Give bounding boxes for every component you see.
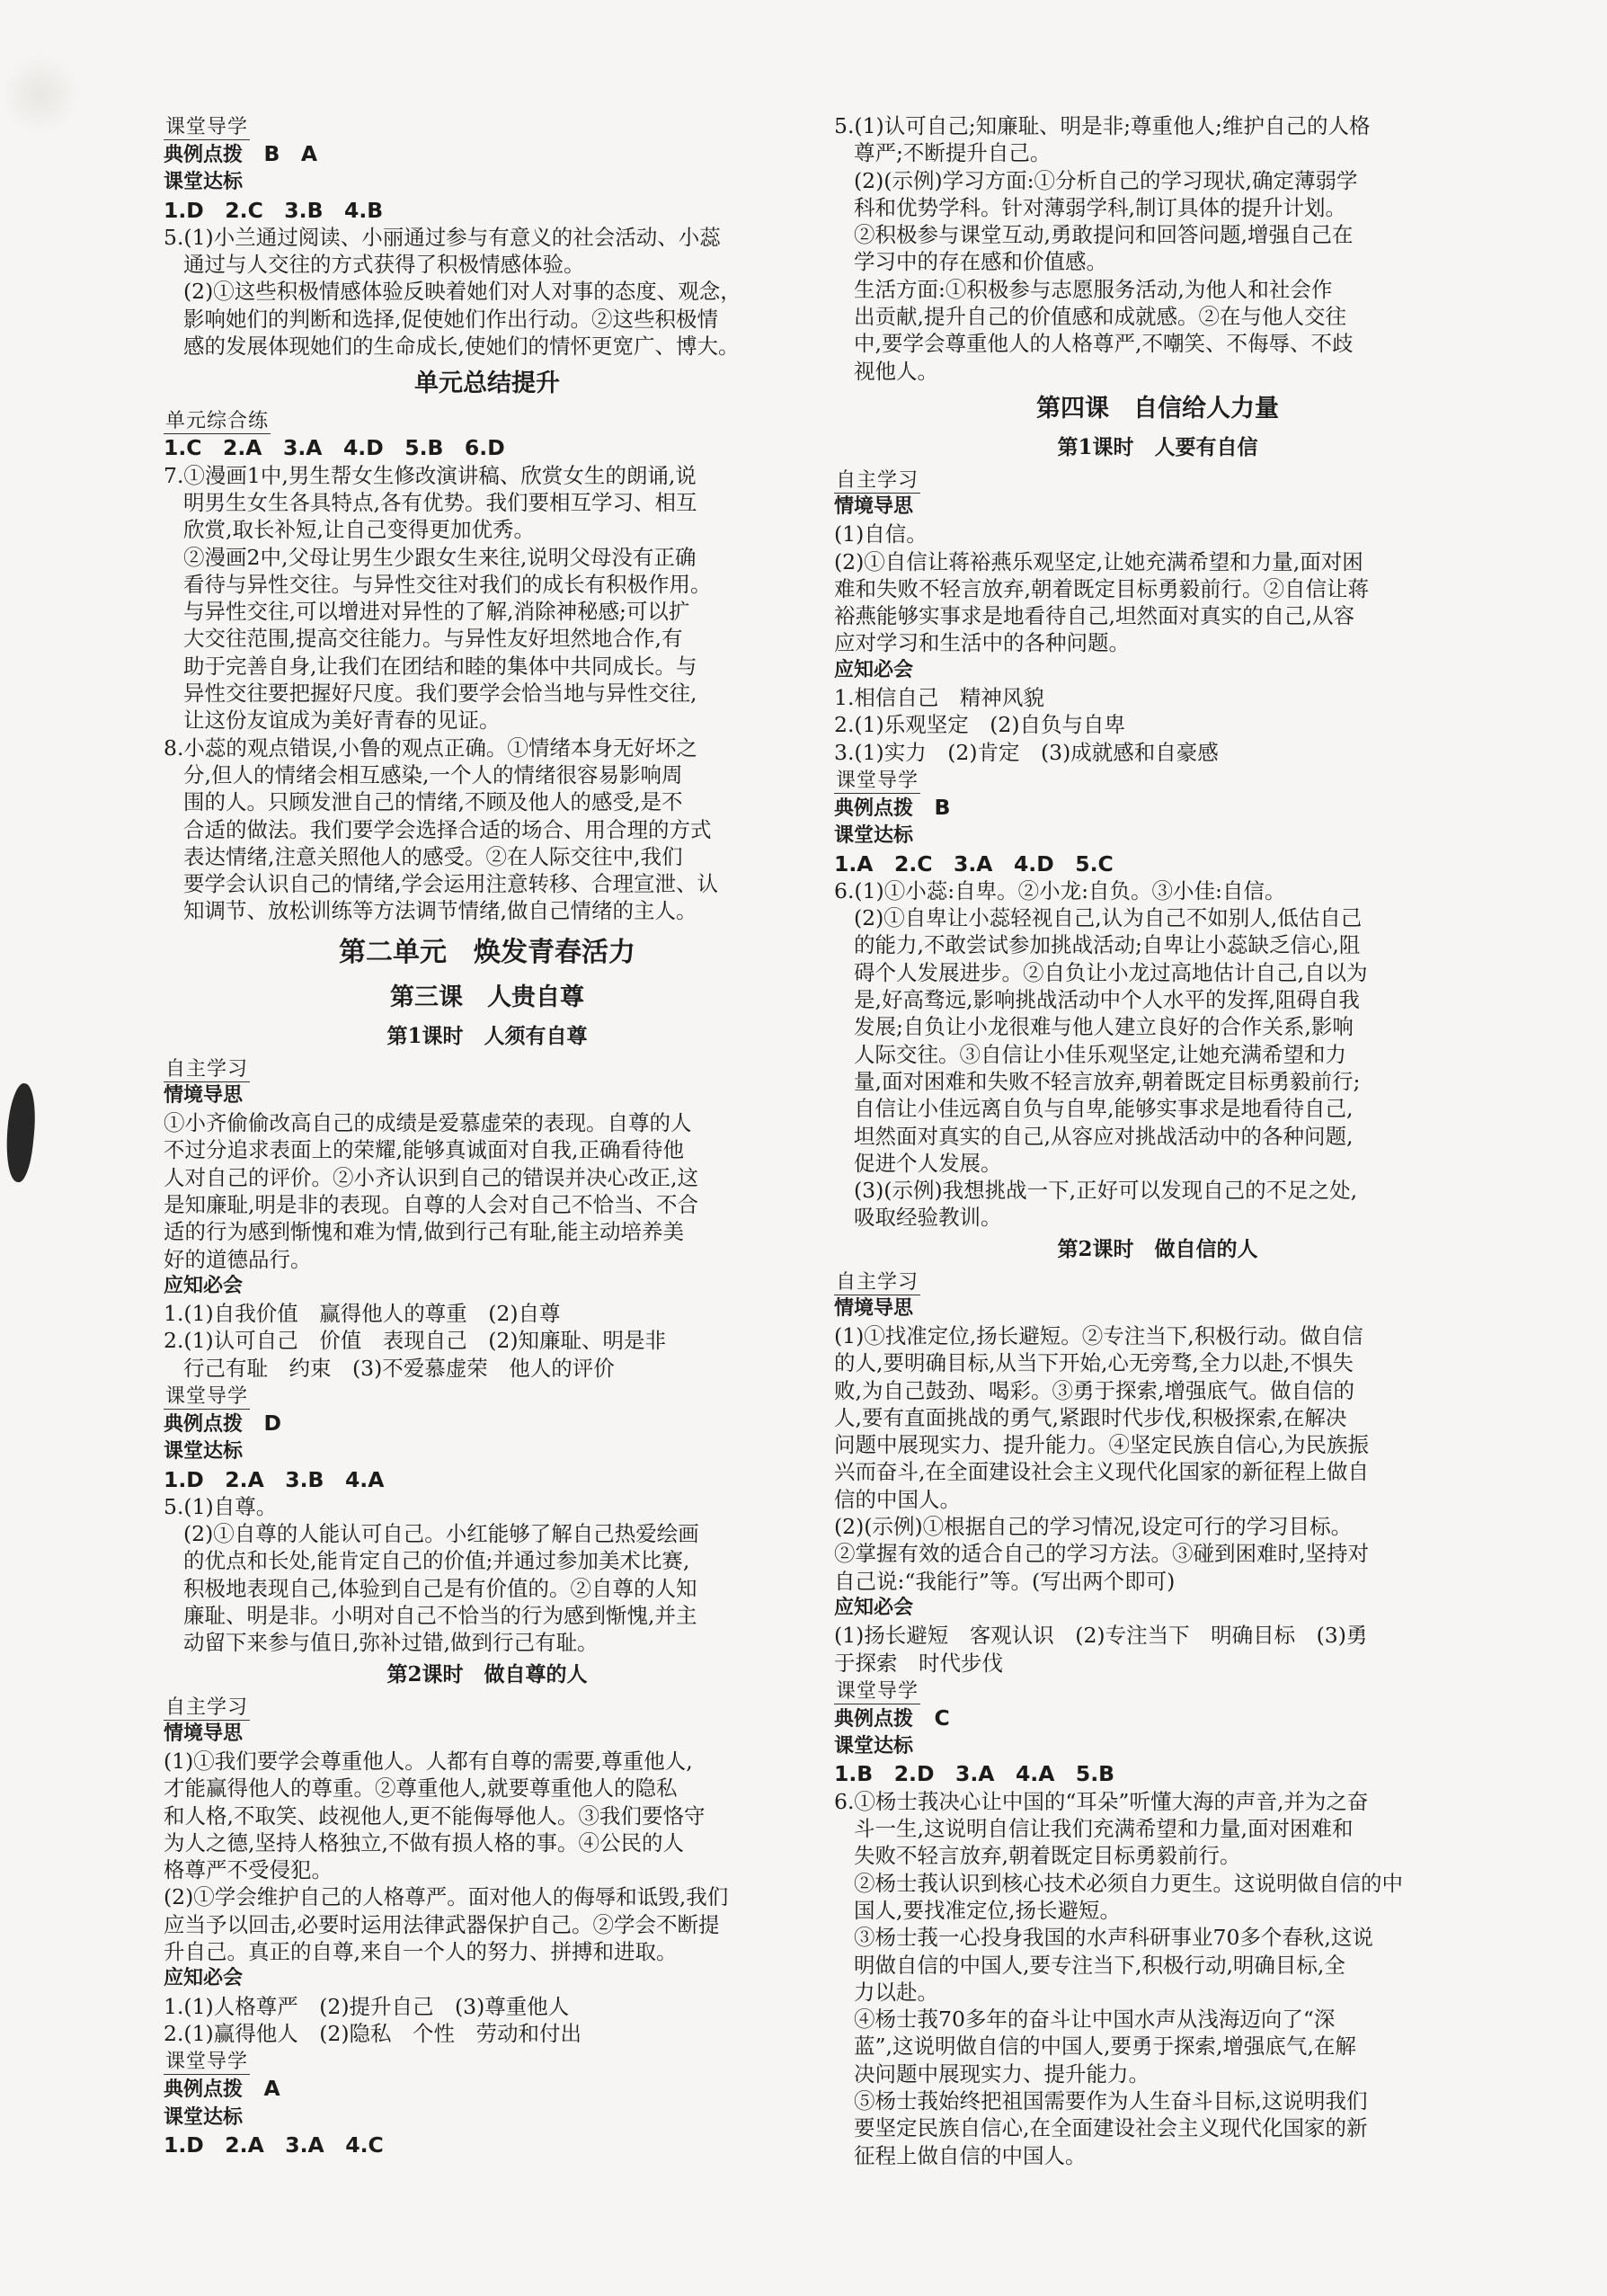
text-line: 看待与异性交往。与异性交往对我们的成长有积极作用。: [183, 571, 712, 597]
answer-block: [834, 521, 1481, 656]
answer: D: [263, 1410, 282, 1436]
text-line: 征程上做自信的中国人。: [854, 2142, 1087, 2168]
text-line: 围的人。只顾发泄自己的情绪,不顾及他人的感受,是不: [183, 789, 683, 815]
subheading: 典例点拨: [834, 796, 914, 820]
text-line: 科和优势学科。针对薄弱学科,制订具体的提升计划。: [854, 194, 1346, 220]
subheading: 应知必会: [164, 1274, 244, 1297]
text-line: 应对学习和生活中的各种问题。: [834, 630, 1130, 656]
text-line: 要学会认识自己的情绪,学会运用注意转移、合理宣泄、认: [183, 871, 718, 897]
section-label: 课堂导学: [836, 769, 919, 792]
text-line: 坦然面对真实的自己,从容应对挑战活动中的各种问题,: [854, 1123, 1354, 1149]
text-line: 感的发展体现她们的生命成长,使她们的情怀更宽广、博大。: [183, 334, 740, 360]
text-line: 1.相信自己 精神风貌: [834, 685, 1044, 711]
answer-block: [164, 462, 811, 734]
text-line: (2)①学会维护自己的人格尊严。面对他人的侮辱和诋毁,我们: [164, 1884, 729, 1910]
section-label: 课堂导学: [165, 116, 249, 138]
text-line: 廉耻、明是非。小明对自己不恰当的行为感到惭愧,并主: [183, 1603, 697, 1629]
period-title: 第1课时 人要有自信: [1057, 434, 1258, 459]
subheading: 课堂达标: [834, 824, 914, 848]
text-line: 人际交往。③自信让小佳乐观坚定,让她充满希望和力: [854, 1041, 1346, 1067]
text-line: 国人,要找准定位,扬长避短。: [854, 1897, 1121, 1923]
text-line: 不过分追求表面上的荣耀,能够真诚面对自我,正确看待他: [164, 1137, 684, 1163]
answer: B: [934, 794, 951, 820]
text-line: 生活方面:①积极参与志愿服务活动,为他人和社会作: [854, 276, 1333, 302]
text-line: (2)(示例)学习方面:①分析自己的学习现状,确定薄弱学: [854, 167, 1358, 193]
section-label: 自主学习: [165, 1057, 249, 1081]
text-line: 升自己。真正的自尊,来自一个人的努力、拼搏和进取。: [164, 1939, 678, 1965]
answer-block: [834, 684, 1481, 766]
unit-title: 第二单元 焕发青春活力: [339, 936, 635, 968]
subheading: 典例点拨: [164, 2078, 244, 2102]
text-line: 要坚定民族自信心,在全面建设社会主义现代化国家的新: [854, 2115, 1368, 2141]
text-line: 蓝”,这说明做自信的中国人,要勇于探索,增强底气,在解: [854, 2033, 1356, 2060]
text-line: 自信让小佳远离自负与自卑,能够实事求是地看待自己,: [854, 1096, 1354, 1122]
text-line: 8.小蕊的观点错误,小鲁的观点正确。①情绪本身无好坏之: [164, 734, 697, 761]
text-line: 是,好高骛远,影响挑战活动中个人水平的发挥,阻碍自我: [854, 987, 1360, 1013]
section-label: 自主学习: [836, 468, 919, 492]
text-line: 人,要有直面挑战的勇气,紧跟时代步伐,积极探索,在解决: [834, 1404, 1347, 1430]
text-line: 影响她们的判断和选择,促使她们作出行动。②这些积极情: [183, 306, 718, 332]
text-line: 异性交往要把握好尺度。我们要学会恰当地与异性交往,: [183, 681, 697, 707]
subheading: 情境导思: [164, 1083, 244, 1107]
text-line: 2.(1)赢得他人 (2)隐私 个性 劳动和付出: [164, 2020, 582, 2046]
text-line: 出贡献,提升自己的价值感和成就感。②在与他人交往: [854, 304, 1346, 330]
text-line: (2)①自尊的人能认可自己。小红能够了解自己热爱绘画: [183, 1521, 699, 1547]
text-line: 1.(1)人格尊严 (2)提升自己 (3)尊重他人: [164, 1993, 570, 2019]
text-line: 分,但人的情绪会相互感染,一个人的情绪很容易影响周: [183, 761, 683, 788]
answer: B A: [263, 141, 318, 166]
text-line: ④杨士莪70多年的奋斗让中国水声从浅海迈向了“深: [854, 2007, 1336, 2033]
text-line: (1)扬长避短 客观认识 (2)专注当下 明确目标 (3)勇: [834, 1623, 1368, 1649]
answer-block: [834, 1788, 1481, 2169]
lesson-title: 第三课 人贵自尊: [390, 983, 584, 1011]
section-label: 单元综合练: [165, 410, 270, 433]
page-stain: [0, 54, 81, 135]
text-line: 吸取经验教训。: [854, 1205, 1002, 1231]
text-line: 应当予以回击,必要时运用法律武器保护自己。②学会不断提: [164, 1911, 720, 1937]
text-line: 5.(1)自尊。: [164, 1493, 278, 1519]
text-line: ②掌握有效的适合自己的学习方法。③碰到困难时,坚持对: [834, 1541, 1369, 1567]
answer-block: [164, 1993, 811, 2048]
subheading: 应知必会: [834, 658, 914, 681]
text-line: 于探索 时代步伐: [834, 1650, 1003, 1676]
text-line: (2)①自卑让小蕊轻视自己,认为自己不如别人,低估自己: [854, 905, 1363, 931]
subheading: 课堂达标: [834, 1735, 914, 1758]
mc-answers: 1.D 2.A 3.B 4.A: [164, 1466, 385, 1492]
summary-title: 单元总结提升: [414, 369, 560, 398]
subheading: 应知必会: [834, 1596, 914, 1619]
text-line: (1)①找准定位,扬长避短。②专注当下,积极行动。做自信: [834, 1322, 1363, 1348]
section-label: 自主学习: [836, 1270, 919, 1294]
text-line: 尊严;不断提升自己。: [854, 140, 1052, 166]
text-line: 动留下来参与值日,弥补过错,做到行己有耻。: [183, 1630, 599, 1656]
subheading: 典例点拨: [834, 1707, 914, 1731]
mc-answers: 1.B 2.D 3.A 4.A 5.B: [834, 1761, 1115, 1787]
text-line: ①小齐偷偷改高自己的成绩是爱慕虚荣的表现。自尊的人: [164, 1110, 692, 1136]
text-line: 中,要学会尊重他人的人格尊严,不嘲笑、不侮辱、不歧: [854, 331, 1354, 357]
subheading: 情境导思: [834, 494, 914, 518]
period-title: 第1课时 人须有自尊: [386, 1023, 588, 1048]
text-line: 欣赏,取长补短,让自己变得更加优秀。: [183, 517, 535, 543]
text-line: ②杨士莪认识到核心技术必须自力更生。这说明做自信的中: [854, 1870, 1403, 1896]
text-line: 信的中国人。: [834, 1486, 961, 1512]
section-label: 课堂导学: [836, 1679, 919, 1703]
section-label: 自主学习: [165, 1695, 249, 1719]
text-line: 明男生女生各具特点,各有优势。我们要相互学习、相互: [183, 489, 697, 515]
answer-block: [164, 1748, 811, 1965]
text-line: 好的道德品行。: [164, 1246, 312, 1272]
ink-smudge: [2, 1082, 39, 1184]
text-line: 大交往范围,提高交往能力。与异性友好坦然地合作,有: [183, 626, 683, 652]
text-line: (2)(示例)①根据自己的学习情况,设定可行的学习目标。: [834, 1514, 1353, 1540]
text-line: 人对自己的评价。②小齐认识到自己的错误并决心改正,这: [164, 1164, 698, 1190]
mc-answers: 1.C 2.A 3.A 4.D 5.B 6.D: [164, 435, 505, 461]
text-line: 积极地表现自己,体验到自己是有价值的。②自尊的人知: [183, 1575, 697, 1601]
text-line: ②积极参与课堂互动,勇敢提问和回答问题,增强自己在: [854, 222, 1354, 248]
subheading: 情境导思: [164, 1722, 244, 1745]
text-line: (1)①我们要学会尊重他人。人都有自尊的需要,尊重他人,: [164, 1748, 693, 1774]
text-line: 斗一生,这说明自信让我们充满希望和力量,面对困难和: [854, 1816, 1354, 1842]
subheading: 情境导思: [834, 1296, 914, 1320]
text-line: 决问题中展现实力、提升能力。: [854, 2060, 1150, 2087]
mc-answers: 1.D 2.C 3.B 4.B: [164, 197, 384, 223]
text-line: 格尊严不受侵犯。: [164, 1857, 333, 1883]
period-title: 第2课时 做自尊的人: [386, 1661, 588, 1686]
subheading: 应知必会: [164, 1967, 244, 1990]
text-line: (1)自信。: [834, 521, 928, 547]
right-column: [834, 112, 1481, 2169]
text-line: 难和失败不轻言放弃,朝着既定目标勇毅前行。②自信让蒋: [834, 575, 1369, 601]
text-line: 知调节、放松训练等方法调节情绪,做自己情绪的主人。: [183, 898, 697, 924]
text-line: 7.①漫画1中,男生帮女生修改演讲稿、欣赏女生的朗诵,说: [164, 462, 697, 488]
text-line: 让这份友谊成为美好青春的见证。: [183, 707, 501, 734]
text-line: 与异性交往,可以增进对异性的了解,消除神秘感;可以扩: [183, 599, 690, 625]
answer-block: [164, 1109, 811, 1273]
text-line: 兴而奋斗,在全面建设社会主义现代化国家的新征程上做自: [834, 1459, 1369, 1485]
text-line: 发展;自负让小龙很难与他人建立良好的合作关系,影响: [854, 1014, 1354, 1040]
text-line: 明做自信的中国人,要专注当下,积极行动,明确目标,全: [854, 1952, 1345, 1978]
text-line: 行己有耻 约束 (3)不爱慕虚荣 他人的评价: [183, 1355, 615, 1381]
subheading: 典例点拨: [164, 144, 244, 166]
text-line: 3.(1)实力 (2)肯定 (3)成就感和自豪感: [834, 739, 1219, 765]
text-line: 自己说:“我能行”等。(写出两个即可): [834, 1568, 1176, 1594]
text-line: 和人格,不取笑、歧视他人,更不能侮辱他人。③我们要恪守: [164, 1802, 706, 1829]
text-line: 失败不轻言放弃,朝着既定目标勇毅前行。: [854, 1843, 1241, 1869]
text-line: (2)①这些积极情感体验反映着她们对人对事的态度、观念，: [183, 279, 741, 305]
left-column: [164, 112, 811, 2158]
text-line: 问题中展现实力、提升能力。④坚定民族自信心,为民族振: [834, 1432, 1369, 1458]
text-line: ⑤杨士莪始终把祖国需要作为人生奋斗目标,这说明我们: [854, 2088, 1368, 2114]
answer-block: [834, 1622, 1481, 1677]
text-line: 碍个人发展进步。②自负让小龙过高地估计自己,自以为: [854, 959, 1368, 985]
text-line: (3)(示例)我想挑战一下,正好可以发现自己的不足之处,: [854, 1178, 1358, 1204]
text-line: 2.(1)乐观坚定 (2)自负与自卑: [834, 712, 1125, 738]
lesson-title: 第四课 自信给人力量: [1036, 394, 1279, 423]
answer-block: [164, 224, 811, 360]
mc-answers: 1.A 2.C 3.A 4.D 5.C: [834, 850, 1114, 877]
answer-block: [834, 877, 1481, 1232]
text-line: 是知廉耻,明是非的表现。自尊的人会对自己不恰当、不合: [164, 1191, 698, 1217]
text-line: 表达情绪,注意关照他人的感受。②在人际交往中,我们: [183, 843, 683, 869]
section-label: 课堂导学: [165, 1384, 249, 1408]
answer-block: [834, 112, 1481, 385]
subheading: 课堂达标: [164, 171, 244, 194]
text-line: 合适的做法。我们要学会选择合适的场合、用合理的方式: [183, 816, 712, 842]
text-line: 6.(1)①小蕊:自卑。②小龙:自负。③小佳:自信。: [834, 877, 1286, 903]
section-label: 课堂导学: [165, 2051, 249, 2074]
text-line: 助于完善自身,让我们在团结和睦的集体中共同成长。与: [183, 653, 697, 679]
subheading: 课堂达标: [164, 1440, 244, 1464]
text-line: 败,为自己鼓劲、喝彩。③勇于探索,增强底气。做自信的: [834, 1377, 1354, 1403]
text-line: 力以赴。: [854, 1979, 938, 2005]
answer: C: [934, 1704, 950, 1731]
text-line: 通过与人交往的方式获得了积极情感体验。: [183, 252, 585, 278]
text-line: 5.(1)小兰通过阅读、小丽通过参与有意义的社会活动、小蕊: [164, 224, 721, 250]
text-line: 的人,要明确目标,从当下开始,心无旁骛,全力以赴,不惧失: [834, 1350, 1354, 1376]
text-line: (2)①自信让蒋裕燕乐观坚定,让她充满希望和力量,面对困: [834, 548, 1363, 574]
text-line: 才能赢得他人的尊重。②尊重他人,就要尊重他人的隐私: [164, 1775, 678, 1802]
text-line: 学习中的存在感和价值感。: [854, 249, 1107, 275]
text-line: 5.(1)认可自己;知廉耻、明是非;尊重他人;维护自己的人格: [834, 113, 1371, 138]
text-line: ③杨士莪一心投身我国的水声科研事业70多个春秋,这说: [854, 1925, 1373, 1951]
mc-answers: 1.D 2.A 3.A 4.C: [164, 2131, 384, 2158]
answer-block: [834, 1322, 1481, 1595]
answer: A: [263, 2076, 280, 2102]
text-line: 为人之德,坚持人格独立,不做有损人格的事。④公民的人: [164, 1829, 684, 1855]
text-line: 1.(1)自我价值 赢得他人的尊重 (2)自尊: [164, 1301, 561, 1327]
text-line: 视他人。: [854, 358, 938, 384]
answer-block: [164, 734, 811, 925]
text-line: ②漫画2中,父母让男生少跟女生来往,说明父母没有正确: [183, 544, 697, 570]
text-line: 适的行为感到惭愧和难为情,做到行己有耻,能主动培养美: [164, 1219, 684, 1245]
text-line: 6.①杨士莪决心让中国的“耳朵”听懂大海的声音,并为之奋: [834, 1788, 1369, 1814]
text-line: 促进个人发展。: [854, 1150, 1002, 1176]
subheading: 课堂达标: [164, 2105, 244, 2129]
text-line: 2.(1)认可自己 价值 表现自己 (2)知廉耻、明是非: [164, 1328, 666, 1354]
period-title: 第2课时 做自信的人: [1057, 1236, 1258, 1261]
text-line: 量,面对困难和失败不轻言放弃,朝着既定目标勇毅前行;: [854, 1068, 1361, 1094]
subheading: 典例点拨: [164, 1412, 244, 1436]
text-line: 的能力,不敢尝试参加挑战活动;自卑让小蕊缺乏信心,阻: [854, 932, 1361, 958]
text-line: 的优点和长处,能肯定自己的价值;并通过参加美术比赛,: [183, 1548, 690, 1574]
answer-block: [164, 1493, 811, 1657]
answer-block: [164, 1300, 811, 1382]
text-line: 裕燕能够实事求是地看待自己,坦然面对真实的自己,从容: [834, 603, 1354, 629]
